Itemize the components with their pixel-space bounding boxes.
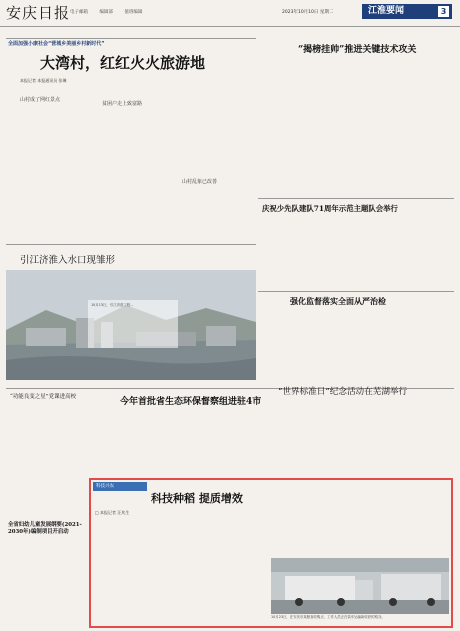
party-column-1 bbox=[258, 216, 352, 286]
regulation-column-2 bbox=[358, 310, 452, 368]
photo-story-headline: 引江济淮入水口现雏形 bbox=[20, 255, 116, 266]
tourism-subhead-1: 山村成了网红景点 bbox=[20, 97, 61, 103]
world-column-1 bbox=[258, 400, 352, 470]
tourism-subhead-3: 山村乱象已改善 bbox=[182, 179, 218, 185]
world-standard-headline: “世界标准日”纪念活动在芜湖举行 bbox=[278, 387, 408, 397]
rice-kicker: 科技兴农 bbox=[93, 482, 147, 491]
left2-headline: 全省妇幼儿童发展纲要(2021-2030年)编制项目开启动 bbox=[8, 522, 82, 535]
grain-truck-photo bbox=[271, 558, 449, 614]
rice-column-2 bbox=[181, 510, 265, 624]
highlighted-rice-article[interactable] bbox=[89, 478, 453, 628]
divider bbox=[6, 38, 256, 39]
tourism-kicker: 全面加强小康社会“营城乡美丽乡村新时代” bbox=[8, 41, 105, 47]
divider bbox=[258, 198, 454, 199]
page-number: 3 bbox=[438, 6, 449, 17]
left2-column bbox=[6, 540, 86, 626]
rice-column-1 bbox=[95, 518, 175, 624]
meta-item: 电子邮箱 bbox=[70, 10, 88, 15]
tourism-byline: 本报记者 本报通讯员 张琳 bbox=[20, 78, 67, 83]
party-headline: 庆祝少先队建队71周年示范主题队会举行 bbox=[262, 204, 398, 213]
jiebang-column-1 bbox=[258, 56, 352, 194]
left1-column bbox=[6, 402, 86, 520]
rice-column-3 bbox=[271, 510, 349, 554]
photo-caption-overlay: 10月13日，引江济淮工程... bbox=[88, 300, 178, 348]
world-column-2 bbox=[358, 400, 452, 470]
ecology-column-1 bbox=[92, 408, 170, 470]
tourism-column-3 bbox=[174, 86, 254, 236]
tourism-headline: 大湾村，红红火火旅游地 bbox=[40, 54, 206, 72]
truck-photo-caption: 10月23日，在安庆市某粮食收购点，工作人员正在装车运输新收获的稻谷。 bbox=[271, 615, 385, 619]
tourism-column-2 bbox=[90, 108, 168, 236]
tourism-subhead-2: 贫困户走上致富路 bbox=[102, 101, 143, 107]
rice-headline: 科技种稻 提质增效 bbox=[151, 492, 243, 505]
rice-byline: □ 本报记者 汪兆生 bbox=[95, 510, 130, 515]
jiebang-headline: “揭榜挂帅”推进关键技术攻关 bbox=[298, 45, 417, 55]
ecology-headline: 今年首批省生态环保督察组进驻4市 bbox=[120, 397, 262, 407]
regulation-column-1 bbox=[258, 310, 352, 368]
left1-headline: “功能良变之星”党课进高校 bbox=[10, 394, 77, 400]
grain-truck-illustration bbox=[271, 558, 449, 614]
section-banner bbox=[362, 4, 452, 19]
regulation-headline: 强化监督落实全面从严治检 bbox=[290, 296, 386, 306]
rice-column-4 bbox=[355, 510, 449, 554]
masthead-meta bbox=[70, 9, 152, 15]
meta-item: 值班编辑 bbox=[124, 10, 143, 15]
meta-item: 编辑部 bbox=[99, 10, 113, 15]
tourism-column-1 bbox=[8, 104, 84, 234]
divider bbox=[258, 291, 454, 292]
jiebang-column-2 bbox=[358, 56, 452, 194]
party-column-2 bbox=[358, 216, 452, 286]
divider bbox=[6, 244, 256, 245]
section-title: 江淮要闻 bbox=[368, 6, 405, 16]
ecology-column-2 bbox=[176, 408, 256, 470]
issue-date: 2023年10月10日 星期二 bbox=[282, 10, 334, 15]
newspaper-logo: 安庆日报 bbox=[6, 4, 71, 22]
masthead bbox=[0, 0, 460, 27]
